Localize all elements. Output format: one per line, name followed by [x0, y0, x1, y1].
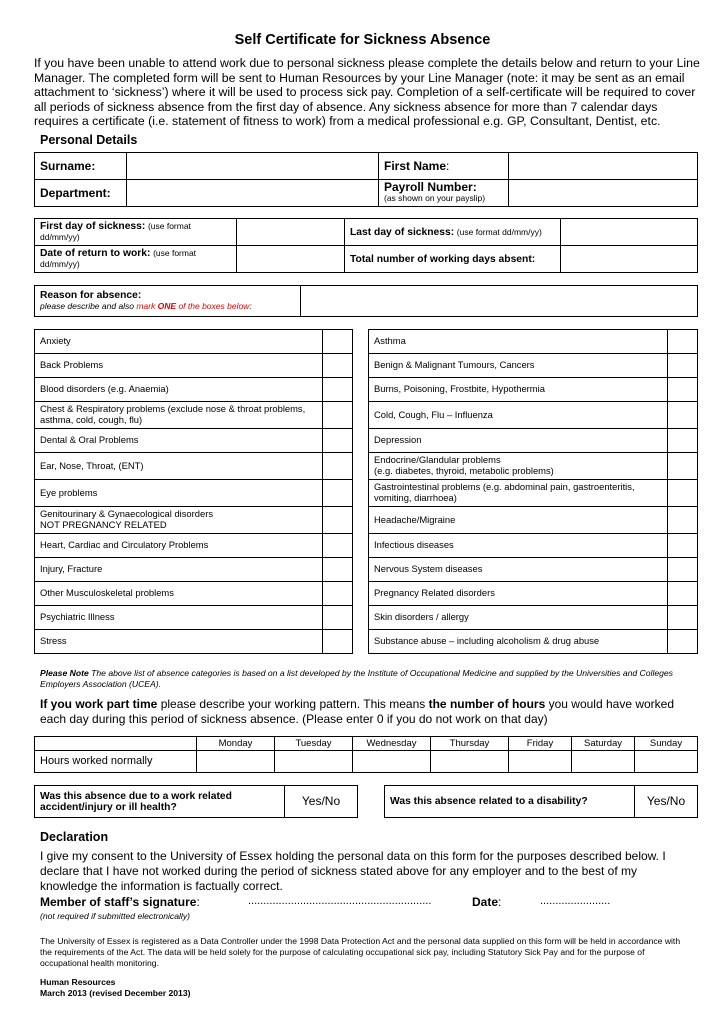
- category-row: [35, 402, 353, 429]
- category-checkbox[interactable]: [668, 429, 698, 453]
- work-related-answer[interactable]: Yes/No: [285, 786, 358, 818]
- category-row: [35, 582, 353, 606]
- disability-answer[interactable]: Yes/No: [635, 786, 698, 818]
- declaration-heading: Declaration: [40, 830, 109, 844]
- footer-department: Human Resources: [40, 977, 116, 987]
- category-row: [369, 453, 698, 480]
- hours-field-wednesday[interactable]: [353, 751, 431, 773]
- signature-field[interactable]: ............................................................: [248, 895, 432, 907]
- date-field[interactable]: .......................: [540, 895, 611, 907]
- category-label: Depression: [369, 429, 668, 453]
- department-field[interactable]: [127, 180, 379, 207]
- category-label: Dental & Oral Problems: [35, 429, 323, 453]
- category-checkbox[interactable]: [323, 354, 353, 378]
- category-label: Infectious diseases: [369, 534, 668, 558]
- category-label: Gastrointestinal problems (e.g. abdominal pain, gastroenteritis, vomiting, diarrhoea): [369, 480, 668, 507]
- category-label: Other Musculoskeletal problems: [35, 582, 323, 606]
- last-day-label: Last day of sickness: (use format dd/mm/yy): [345, 219, 561, 246]
- work-related-question: Was this absence due to a work related accident/injury or ill health?: [35, 786, 285, 818]
- category-checkbox[interactable]: [323, 330, 353, 354]
- hours-field-saturday[interactable]: [572, 751, 635, 773]
- hours-label: Hours worked normally: [35, 751, 197, 773]
- category-label: Genitourinary & Gynaecological disorders NOT PREGNANCY RELATED: [35, 507, 323, 534]
- category-row: [369, 606, 698, 630]
- category-row: [35, 354, 353, 378]
- category-row: [35, 378, 353, 402]
- payroll-field[interactable]: [509, 180, 698, 207]
- categories-right-table: [368, 329, 698, 654]
- category-label: Benign & Malignant Tumours, Cancers: [369, 354, 668, 378]
- first-day-field[interactable]: [237, 219, 345, 246]
- category-checkbox[interactable]: [668, 606, 698, 630]
- footer-date: March 2013 (revised December 2013): [40, 988, 191, 999]
- category-row: [369, 507, 698, 534]
- category-checkbox[interactable]: [668, 354, 698, 378]
- page-title: Self Certificate for Sickness Absence: [234, 32, 491, 48]
- category-checkbox[interactable]: [668, 534, 698, 558]
- day-header-sunday: Sunday: [635, 737, 698, 751]
- disability-question: Was this absence related to a disability?: [385, 786, 635, 818]
- category-row: [35, 534, 353, 558]
- declaration-text: I give my consent to the University of Essex holding the personal data on this form for the purposes described below. I declare that I have not worked during the period of sickness stated above for any employer and to the best of my knowledge the information is factually correct.: [40, 849, 666, 893]
- category-row: [35, 330, 353, 354]
- category-row: [369, 480, 698, 507]
- questions-table: [34, 785, 698, 818]
- part-time-instructions: If you work part time please describe your working pattern. This means the number of hours you would have worked each day during this period of sickness absence. (Please enter 0 if you do not work on that day): [40, 697, 675, 726]
- questions-spacer: [358, 786, 385, 818]
- days-header-blank: [35, 737, 197, 751]
- day-header-wednesday: Wednesday: [353, 737, 431, 751]
- category-checkbox[interactable]: [323, 402, 353, 429]
- category-checkbox[interactable]: [668, 630, 698, 654]
- category-label: Anxiety: [35, 330, 323, 354]
- category-label: Stress: [35, 630, 323, 654]
- category-checkbox[interactable]: [668, 330, 698, 354]
- hours-field-tuesday[interactable]: [275, 751, 353, 773]
- category-checkbox[interactable]: [668, 378, 698, 402]
- hours-field-thursday[interactable]: [431, 751, 509, 773]
- return-date-field[interactable]: [237, 246, 345, 273]
- first-name-field[interactable]: [509, 153, 698, 180]
- category-row: [35, 507, 353, 534]
- day-header-tuesday: Tuesday: [275, 737, 353, 751]
- personal-details-table: [34, 152, 698, 207]
- category-label: Skin disorders / allergy: [369, 606, 668, 630]
- category-row: [35, 630, 353, 654]
- category-checkbox[interactable]: [323, 558, 353, 582]
- category-row: [369, 558, 698, 582]
- category-row: [369, 378, 698, 402]
- hours-field-sunday[interactable]: [635, 751, 698, 773]
- category-checkbox[interactable]: [668, 480, 698, 507]
- hours-field-friday[interactable]: [509, 751, 572, 773]
- category-row: [369, 354, 698, 378]
- category-row: [35, 480, 353, 507]
- category-row: [369, 429, 698, 453]
- category-label: Endocrine/Glandular problems (e.g. diabetes, thyroid, metabolic problems): [369, 453, 668, 480]
- category-row: [35, 606, 353, 630]
- category-checkbox[interactable]: [668, 582, 698, 606]
- day-header-monday: Monday: [197, 737, 275, 751]
- total-days-field[interactable]: [561, 246, 698, 273]
- category-label: Heart, Cardiac and Circulatory Problems: [35, 534, 323, 558]
- category-checkbox[interactable]: [323, 582, 353, 606]
- category-label: Psychiatric Illness: [35, 606, 323, 630]
- intro-text: If you have been unable to attend work due to personal sickness please complete the details below and return to your Line Manager. The completed form will be sent to Human Resources by your Line Manager (note: it may be sent as an email attachment to ‘sickness’) where it will be used to process sick pay. Completion of a self-certificate will be required to cover all periods of sickness absence from the first day of absence. Any sickness absence for more than 7 calendar days requires a certificate (i.e. statement of fitness to work) from a medical professional e.g. GP, Consultant, Dentist, etc.: [34, 56, 700, 129]
- surname-field[interactable]: [127, 153, 379, 180]
- category-checkbox[interactable]: [668, 453, 698, 480]
- footer: [40, 977, 190, 1000]
- category-row: [369, 402, 698, 429]
- signature-label: Member of staff’s signature:: [40, 895, 200, 909]
- reason-field[interactable]: [301, 286, 698, 317]
- category-label: Back Problems: [35, 354, 323, 378]
- category-checkbox[interactable]: [323, 453, 353, 480]
- category-label: Nervous System diseases: [369, 558, 668, 582]
- category-checkbox[interactable]: [323, 480, 353, 507]
- payroll-label: Payroll Number: (as shown on your payslip): [379, 180, 509, 207]
- category-checkbox[interactable]: [323, 429, 353, 453]
- category-row: [35, 453, 353, 480]
- category-checkbox[interactable]: [668, 558, 698, 582]
- category-label: Asthma: [369, 330, 668, 354]
- category-label: Blood disorders (e.g. Anaemia): [35, 378, 323, 402]
- category-checkbox[interactable]: [668, 507, 698, 534]
- last-day-field[interactable]: [561, 219, 698, 246]
- hours-field-monday[interactable]: [197, 751, 275, 773]
- working-pattern-table: [34, 736, 698, 773]
- category-row: [369, 582, 698, 606]
- category-checkbox[interactable]: [323, 534, 353, 558]
- first-day-label: First day of sickness: (use format dd/mm/yy): [35, 219, 237, 246]
- category-label: Injury, Fracture: [35, 558, 323, 582]
- category-row: [369, 630, 698, 654]
- signature-note: (not required if submitted electronically): [40, 911, 190, 921]
- category-checkbox[interactable]: [668, 402, 698, 429]
- category-checkbox[interactable]: [323, 606, 353, 630]
- category-label: Pregnancy Related disorders: [369, 582, 668, 606]
- day-header-saturday: Saturday: [572, 737, 635, 751]
- category-label: Headache/Migraine: [369, 507, 668, 534]
- reason-label: Reason for absence: please describe and also mark ONE of the boxes below:: [35, 286, 301, 317]
- category-row: [35, 558, 353, 582]
- categories-left-table: [34, 329, 353, 654]
- category-row: [35, 429, 353, 453]
- sickness-dates-table: [34, 218, 698, 273]
- categories-note: Please Note The above list of absence categories is based on a list developed by the Institute of Occupational Medicine and supplied by the Universities and Colleges Employers Association (UCEA).: [40, 668, 673, 689]
- category-row: [369, 330, 698, 354]
- category-label: Cold, Cough, Flu – Influenza: [369, 402, 668, 429]
- category-row: [369, 534, 698, 558]
- first-name-label: First Name:: [379, 153, 509, 180]
- total-days-label: Total number of working days absent:: [345, 246, 561, 273]
- date-label: Date:: [472, 895, 502, 909]
- category-checkbox[interactable]: [323, 630, 353, 654]
- category-label: Ear, Nose, Throat, (ENT): [35, 453, 323, 480]
- return-date-label: Date of return to work: (use format dd/mm/yy): [35, 246, 237, 273]
- department-label: Department:: [35, 180, 127, 207]
- category-checkbox[interactable]: [323, 507, 353, 534]
- category-label: Substance abuse – including alcoholism & drug abuse: [369, 630, 668, 654]
- personal-details-heading: Personal Details: [40, 133, 138, 147]
- category-label: Chest & Respiratory problems (exclude nose & throat problems, asthma, cold, cough, flu): [35, 402, 323, 429]
- payroll-note: (as shown on your payslip): [384, 193, 486, 203]
- day-header-friday: Friday: [509, 737, 572, 751]
- day-header-thursday: Thursday: [431, 737, 509, 751]
- category-label: Eye problems: [35, 480, 323, 507]
- data-protection-statement: The University of Essex is registered as a Data Controller under the 1998 Data Protection Act and the personal data supplied on this form will be held in accordance with the requirements of the Act. The data will be held solely for the purpose of calculating occupational sick pay, including Statutory Sick Pay and for the purpose of occupational health monitoring.: [40, 936, 681, 969]
- reason-table: [34, 285, 698, 317]
- category-checkbox[interactable]: [323, 378, 353, 402]
- surname-label: Surname:: [35, 153, 127, 180]
- category-label: Burns, Poisoning, Frostbite, Hypothermia: [369, 378, 668, 402]
